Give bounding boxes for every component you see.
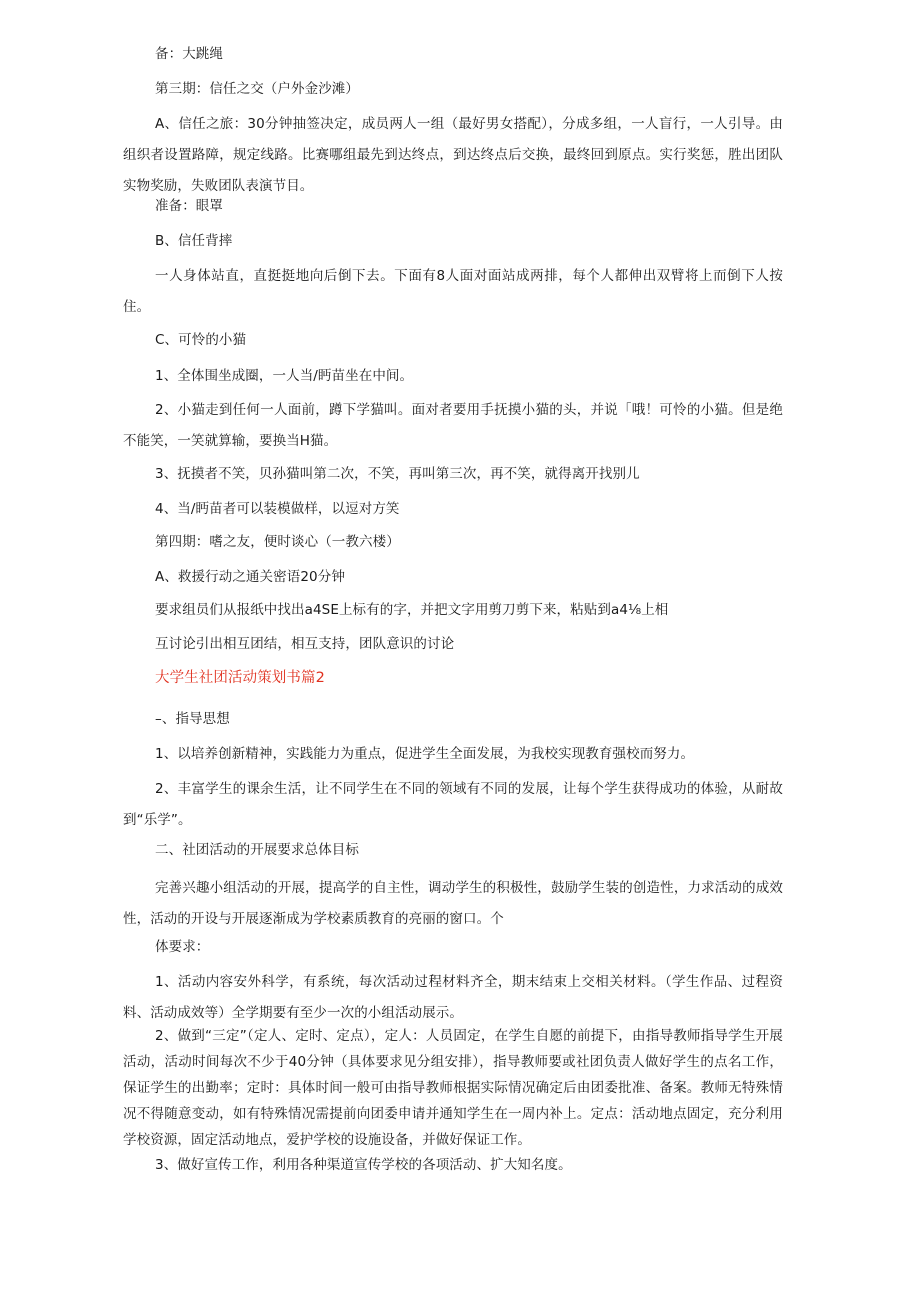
text-line: 二、社团活动的开展要求总体目标 — [155, 842, 359, 858]
text-line: C、可怜的小猫 — [155, 332, 247, 348]
paragraph: 1、活动内容安外科学，有系统，每次活动过程材料齐全，期末结束上交相关材料。（学生作品、过程资料、活动成效等）全学期要有至少一次的小组活动展示。 — [123, 974, 783, 1021]
text-line: 3、抚摸者不笑，贝孙猫叫第二次，不笑，再叫第三次，再不笑，就得离开找别儿 — [155, 466, 640, 482]
paragraph: 2、丰富学生的课余生活，让不同学生在不同的领域有不同的发展，让每个学生获得成功的体验，从耐故到“乐学”。 — [123, 781, 783, 828]
paragraph: 一人身体站直，直挺挺地向后倒下去。下面有8人面对面站成两排，每个人都伸出双臂将上而倒下人按住。 — [123, 268, 783, 315]
text-line: –、指导思想 — [155, 711, 230, 727]
text-line: 1、以培养创新精神，实践能力为重点，促进学生全面发展，为我校实现教育强校而努力。 — [155, 746, 695, 762]
text-line: 第四期：嗜之友，便时谈心（一教六楼） — [155, 534, 400, 550]
text-line: 要求组员们从报纸中找出a4SE上标有的字，并把文字用剪刀剪下来，粘贴到a4⅛上相 — [155, 602, 669, 618]
text-line: A、救援行动之通关密语20分钟 — [155, 569, 345, 585]
text-line: 3、做好宣传工作，利用各种渠道宣传学校的各项活动、扩大知名度。 — [155, 1157, 572, 1173]
paragraph: 2、小猫走到任何一人面前，蹲下学猫叫。面对者要用手抚摸小猫的头，并说「哦！可怜的小猫。但是绝不能笑，一笑就算输，要换当H猫。 — [123, 402, 783, 449]
text-line: 4、当/眄苗者可以装模做样，以逗对方笑 — [155, 501, 400, 517]
text-line: 备：大跳绳 — [155, 46, 223, 62]
text-line: 准备：眼罩 — [155, 198, 223, 214]
text-line: 体要求： — [155, 939, 210, 955]
paragraph: A、信任之旅：30分钟抽签决定，成员两人一组（最好男女搭配），分成多组，一人盲行，一人引导。由组织者设置路障，规定线路。比赛哪组最先到达终点，到达终点后交换，最终回到原点。实行奖惩，胜出团队实物奖励，失败团队表演节目。 — [123, 116, 783, 194]
paragraph: 完善兴趣小组活动的开展，提高学的自主性，调动学生的积极性，鼓励学生装的创造性，力求活动的成效性，活动的开设与开展逐渐成为学校素质教育的亮丽的窗口。个 — [123, 880, 783, 927]
section-title: 大学生社团活动策划书篇2 — [155, 670, 325, 686]
text-line: B、信任背摔 — [155, 233, 233, 249]
text-line: 第三期：信任之交（户外金沙滩） — [155, 81, 359, 97]
text-line: 1、全体围坐成圈，一人当/眄苗坐在中间。 — [155, 368, 414, 384]
text-line: 互讨论引出相互团结，相互支持，团队意识的讨论 — [155, 636, 455, 652]
paragraph: 2、做到“三定”（定人、定时、定点），定人：人员固定，在学生自愿的前提下，由指导教师指导学生开展活动，活动时间每次不少于40分钟（具体要求见分组安排），指导教师要或社团负责人做好学生的点名工作，保证学生的出勤率；定时：具体时间一般可由指导教师根据实际情况确定后由团委批准、备案。教师无特殊情况不得随意变动，如有特殊情况需提前向团委申请并通知学生在一周内补上。定点：活动地点固定，充分利用学校资源，固定活动地点，爱护学校的设施设备，并做好保证工作。 — [123, 1028, 783, 1148]
